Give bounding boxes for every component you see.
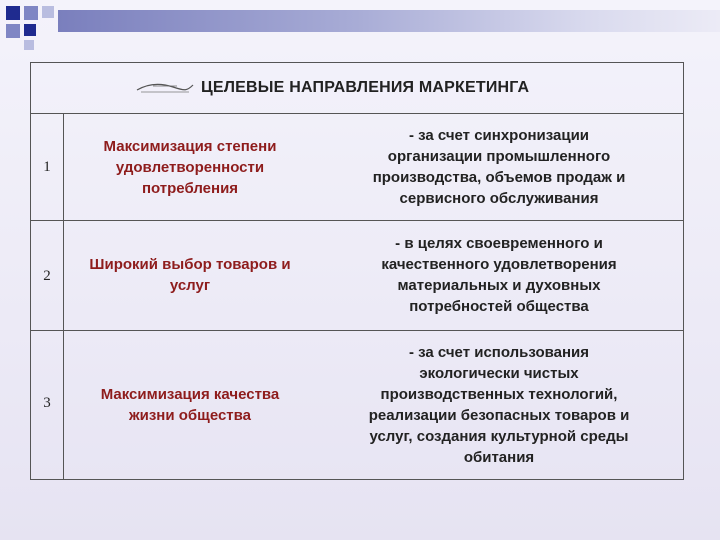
goal-cell: Максимизация качества жизни общества xyxy=(100,386,280,424)
top-gradient-band xyxy=(58,10,720,32)
marketing-goals-table xyxy=(30,62,684,480)
row-divider xyxy=(31,220,683,221)
row-divider xyxy=(31,330,683,331)
row-number: 3 xyxy=(43,395,51,411)
corner-square-decoration xyxy=(42,6,54,18)
page-title: ЦЕЛЕВЫЕ НАПРАВЛЕНИЯ МАРКЕТИНГА xyxy=(201,79,530,96)
table-header xyxy=(31,63,683,114)
goal-cell: Максимизация степени удовлетворенности потребления xyxy=(103,137,277,197)
row-number: 1 xyxy=(43,159,51,175)
means-cell: - в целях своевременного и качественного удовлетворения материальных и духовных потребностей общества xyxy=(381,235,617,315)
corner-square-decoration xyxy=(24,6,38,20)
means-cell: - за счет использования экологически чистых производственных технологий, реализации безопасных товаров и услуг, создания культурной среды обитания xyxy=(368,344,630,466)
decorative-swash-icon xyxy=(135,81,195,95)
corner-square-decoration xyxy=(6,24,20,38)
goal-cell: Широкий выбор товаров и услуг xyxy=(89,256,291,294)
corner-square-decoration xyxy=(6,6,20,20)
row-number: 2 xyxy=(43,268,51,284)
means-cell: - за счет синхронизации организации промышленного производства, объемов продаж и сервисного обслуживания xyxy=(372,127,626,207)
corner-square-decoration xyxy=(24,24,36,36)
corner-square-decoration xyxy=(24,40,34,50)
